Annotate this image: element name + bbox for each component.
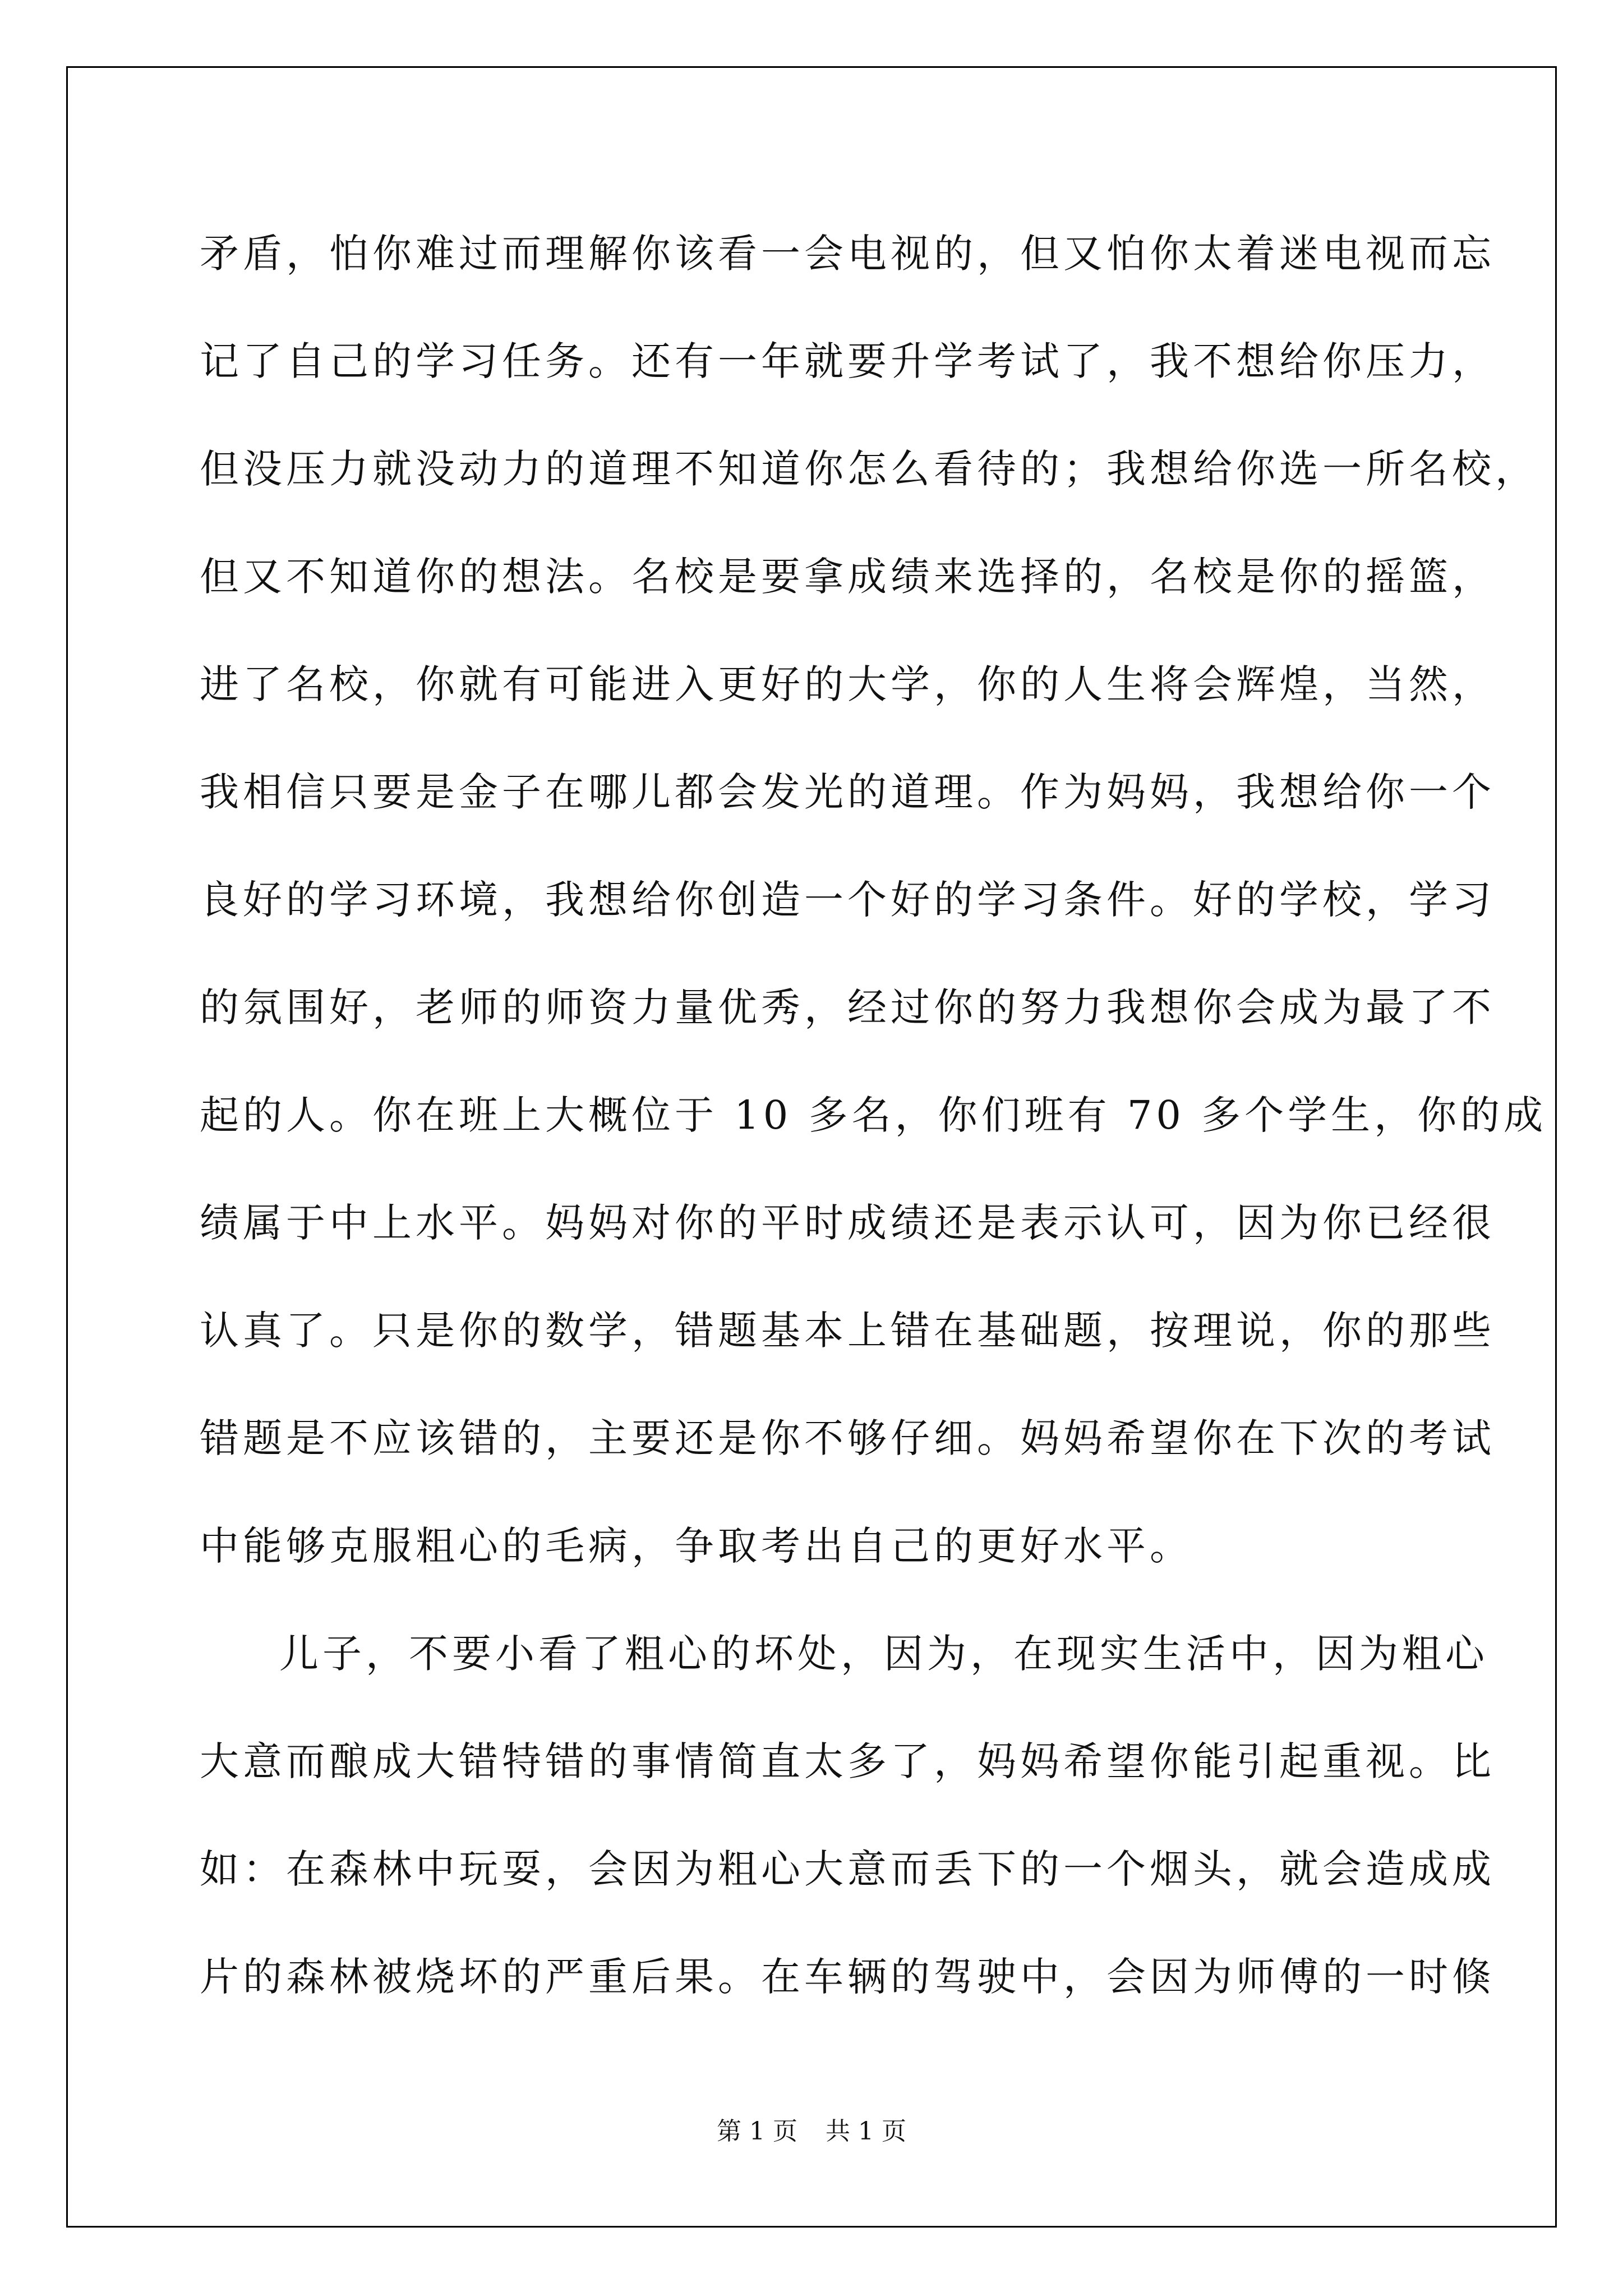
text-line: 片的森林被烧坏的严重后果。在车辆的驾驶中，会因为师傅的一时倏 xyxy=(200,1954,1495,2000)
text-line: 良好的学习环境，我想给你创造一个好的学习条件。好的学校，学习 xyxy=(200,877,1495,923)
text-line: 如：在森林中玩耍，会因为粗心大意而丢下的一个烟头，就会造成成 xyxy=(200,1846,1495,1892)
text-line: 绩属于中上水平。妈妈对你的平时成绩还是表示认可，因为你已经很 xyxy=(200,1200,1495,1246)
paragraph-start-line: 儿子，不要小看了粗心的坏处，因为，在现实生活中，因为粗心 xyxy=(279,1631,1488,1677)
text-line: 记了自己的学习任务。还有一年就要升学考试了，我不想给你压力， xyxy=(200,338,1495,384)
page-number-current: 第 1 页 xyxy=(717,2117,797,2146)
text-line: 认真了。只是你的数学，错题基本上错在基础题，按理说，你的那些 xyxy=(200,1308,1495,1354)
text-line: 的氛围好，老师的师资力量优秀，经过你的努力我想你会成为最了不 xyxy=(200,984,1495,1030)
page-number-total: 共 1 页 xyxy=(826,2117,906,2146)
text-line: 但没压力就没动力的道理不知道你怎么看待的；我想给你选一所名校， xyxy=(200,446,1538,492)
text-line: 但又不知道你的想法。名校是要拿成绩来选择的，名校是你的摇篮， xyxy=(200,554,1495,600)
text-line: 大意而酿成大错特错的事情简直太多了，妈妈希望你能引起重视。比 xyxy=(200,1738,1495,1784)
text-line: 错题是不应该错的，主要还是你不够仔细。妈妈希望你在下次的考试 xyxy=(200,1415,1495,1461)
text-line: 进了名校，你就有可能进入更好的大学，你的人生将会辉煌，当然， xyxy=(200,661,1495,707)
text-line: 中能够克服粗心的毛病，争取考出自己的更好水平。 xyxy=(200,1523,1193,1569)
text-line: 起的人。你在班上大概位于 10 多名，你们班有 70 多个学生，你的成 xyxy=(200,1092,1547,1138)
page-footer xyxy=(0,2115,1623,2148)
page-border xyxy=(66,66,1557,2228)
text-line: 我相信只要是金子在哪儿都会发光的道理。作为妈妈，我想给你一个 xyxy=(200,769,1495,815)
text-line: 矛盾，怕你难过而理解你该看一会电视的，但又怕你太着迷电视而忘 xyxy=(200,231,1495,277)
